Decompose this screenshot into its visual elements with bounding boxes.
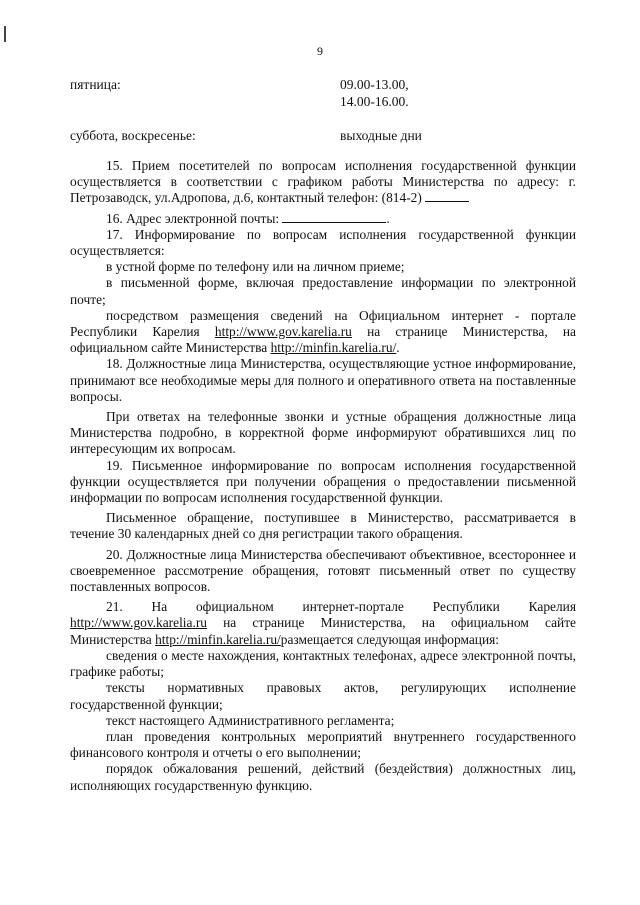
paragraph-17-item-2: в письменной форме, включая предоставление информации по электронной почте; bbox=[70, 275, 576, 307]
paragraph-21-item-1: сведения о месте нахождения, контактных телефонах, адресе электронной почты, графике работы; bbox=[70, 647, 576, 680]
weekend-value: выходные дни bbox=[340, 128, 422, 143]
paragraph-21-text-c: размещается следующая информация: bbox=[280, 631, 499, 647]
paragraph-17-item-3 bbox=[70, 308, 576, 357]
paragraph-21-item-2: тексты нормативных правовых актов, регулирующих исполнение государственной функции; bbox=[70, 680, 576, 712]
paragraph-17-item-1: в устной форме по телефону или на личном приеме; bbox=[106, 259, 405, 275]
paragraph-17-intro: 17. Информирование по вопросам исполнения государственной функции осуществляется: bbox=[70, 226, 576, 259]
document-body bbox=[70, 158, 576, 794]
paragraph-17-item-3-text-c: . bbox=[396, 340, 400, 356]
phone-blank bbox=[425, 190, 469, 202]
email-blank bbox=[282, 211, 386, 223]
paragraph-19-continued: Письменное обращение, поступившее в Министерство, рассматривается в течение 30 календарных дней со дня регистрации такого обращения. bbox=[70, 510, 576, 542]
paragraph-15 bbox=[70, 158, 576, 207]
paragraph-17-item-3-text-b: на странице Министерства, на официальном сайте Министерства bbox=[70, 324, 576, 356]
paragraph-16 bbox=[70, 211, 576, 227]
minfin-karelia-link-2[interactable]: http://minfin.karelia.ru/ bbox=[155, 631, 281, 647]
friday-label: пятница: bbox=[70, 77, 121, 92]
minfin-karelia-link[interactable]: http://minfin.karelia.ru/ bbox=[270, 340, 397, 356]
page-number: 9 bbox=[317, 44, 323, 58]
gov-karelia-link[interactable]: http://www.gov.karelia.ru bbox=[214, 324, 352, 340]
paragraph-19: 19. Письменное информирование по вопросам исполнения государственной функции осуществляется при получении обращения о предоставлении письменной информации по вопросам исполнения государственной функции. bbox=[70, 457, 576, 506]
paragraph-18: 18. Должностные лица Министерства, осуществляющие устное информирование, принимают все необходимые меры для полного и оперативного ответа на поставленные вопросы. bbox=[70, 356, 576, 404]
friday-time-1: 09.00-13.00, bbox=[340, 77, 409, 92]
paragraph-16-end: . bbox=[386, 210, 390, 226]
gov-karelia-link-2[interactable]: http://www.gov.karelia.ru bbox=[70, 615, 207, 631]
paragraph-20: 20. Должностные лица Министерства обеспечивают объективное, всестороннее и своевременное рассмотрение обращения, готовят письменный ответ по существу поставленных вопросов. bbox=[70, 546, 576, 595]
paragraph-21-text-a: 21. На официальном интернет-портале Республики Карелия bbox=[106, 599, 576, 615]
weekend-label: суббота, воскресенье: bbox=[70, 128, 196, 143]
paragraph-21-item-5: порядок обжалования решений, действий (бездействия) должностных лиц, исполняющих государственную функцию. bbox=[70, 761, 576, 793]
paragraph-21-text-b: на странице Министерства, на официальном сайте Министерства bbox=[70, 615, 576, 647]
paragraph-15-text: 15. Прием посетителей по вопросам исполнения государственной функции осуществляется в соответствии с графиком работы Министерства по адресу: г. Петрозаводск, ул.Адропова, д.6, контактный телефон: (814-2) bbox=[70, 158, 576, 206]
paragraph-21-item-3: текст настоящего Административного регламента; bbox=[106, 712, 395, 728]
friday-time-2: 14.00-16.00. bbox=[340, 94, 409, 109]
paragraph-18-continued: При ответах на телефонные звонки и устные обращения должностные лица Министерства подробно, в корректной форме информируют обратившихся лиц по интересующим их вопросам. bbox=[70, 409, 576, 457]
paragraph-21 bbox=[70, 599, 576, 648]
paragraph-17-item-3-text-a: посредством размещения сведений на Официальном интернет - портале Республики Карелия bbox=[70, 307, 576, 340]
paragraph-16-text: 16. Адрес электронной почты: bbox=[106, 210, 283, 226]
margin-mark bbox=[4, 26, 6, 42]
paragraph-21-item-4: план проведения контрольных мероприятий внутреннего государственного финансового контроля и отчеты о его выполнении; bbox=[70, 728, 576, 761]
